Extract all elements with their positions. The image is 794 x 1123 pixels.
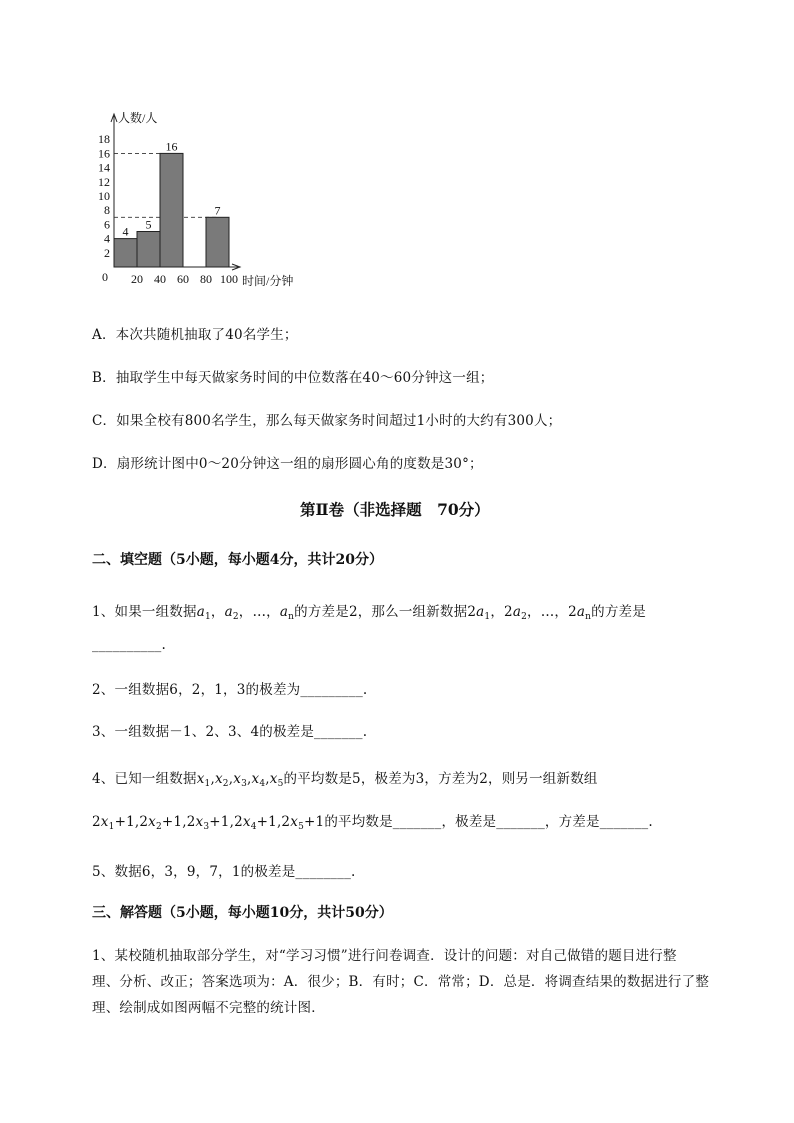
part2-title: 第Ⅱ卷（非选择题 70分）: [300, 500, 490, 519]
x-tick-label: 40: [154, 272, 166, 286]
y-tick-label: 2: [104, 245, 110, 260]
origin-label: 0: [102, 270, 108, 284]
y-tick-label: 14: [98, 160, 110, 175]
solve-section-title: 三、解答题（5小题，每小题10分，共计50分）: [92, 905, 393, 921]
y-tick-label: 18: [98, 132, 110, 147]
y-tick-label: 8: [104, 203, 110, 218]
x-tick-label: 20: [131, 272, 143, 286]
solve-q1-line3: 理、绘制成如图两幅不完整的统计图．: [92, 1000, 325, 1016]
fill-q5: 5、数据6，3，9，7，1的极差是________.: [92, 864, 356, 880]
fill-q4-line1: 4、已知一组数据$x_1,x_2,x_3,x_4,x_5$的平均数是5，极差为3，方差为2，则另一组新数组: [92, 771, 598, 789]
bar: [137, 232, 160, 268]
y-tick-label: 16: [98, 146, 110, 161]
y-tick-label: 10: [98, 189, 110, 203]
fill-section-title: 二、填空题（5小题，每小题4分，共计20分）: [92, 552, 383, 568]
y-tick-label: 6: [104, 217, 110, 232]
y-tick-label: 12: [98, 174, 110, 189]
fill-q4-line2: $2x_1+1,2x_2+1,2x_3+1,2x_4+1,2x_5+1$的平均数是_______，极差是_______，方差是_______.: [92, 814, 653, 832]
histogram-chart: [88, 108, 318, 298]
option-a: A．本次共随机抽取了40名学生；: [92, 327, 298, 343]
fill-q1: 1、如果一组数据$a_1$，$a_2$，…，$a_n$的方差是2，那么一组新数据$2a_1$，$2a_2$，…，$2a_n$的方差是: [92, 604, 646, 622]
bar: [114, 239, 137, 267]
bar: [206, 217, 229, 267]
fill-q3: 3、一组数据－1、2、3、4的极差是_______.: [92, 724, 368, 740]
x-axis-label: 时间/分钟: [242, 274, 294, 288]
solve-q1-line2: 理、分析、改正；答案选项为：A．很少；B．有时；C．常常；D．总是．将调查结果的数据进行了整: [92, 974, 710, 990]
x-tick-label: 60: [177, 272, 189, 286]
x-tick-label: 100: [220, 272, 238, 286]
bar-value-label: 7: [214, 203, 221, 218]
fill-q2: 2、一组数据6，2，1，3的极差为_________.: [92, 682, 368, 698]
y-axis-label: 人数/人: [118, 111, 158, 125]
fill-q1-blank: __________.: [92, 637, 166, 653]
y-tick-label: 4: [104, 231, 110, 246]
x-tick-label: 80: [200, 272, 212, 286]
solve-q1-line1: 1、某校随机抽取部分学生，对“学习习惯”进行问卷调查．设计的问题：对自己做错的题目进行整: [92, 948, 677, 964]
option-b: B．抽取学生中每天做家务时间的中位数落在40～60分钟这一组；: [92, 370, 494, 386]
bar-value-label: 5: [145, 217, 152, 232]
option-d: D．扇形统计图中0～20分钟这一组的扇形圆心角的度数是30°；: [92, 456, 483, 472]
bar: [160, 153, 183, 267]
option-c: C．如果全校有800名学生，那么每天做家务时间超过1小时的大约有300人；: [92, 413, 562, 429]
bar-value-label: 4: [122, 224, 129, 239]
bar-value-label: 16: [165, 139, 178, 154]
